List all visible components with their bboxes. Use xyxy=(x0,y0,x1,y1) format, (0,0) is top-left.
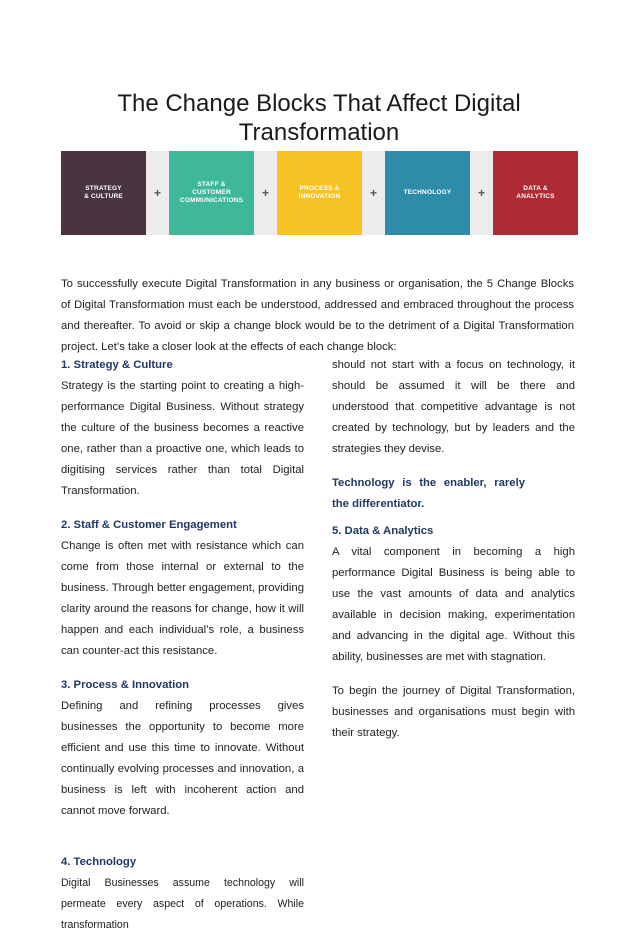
block-technology: TECHNOLOGY xyxy=(385,151,470,235)
plus-icon: + xyxy=(153,186,161,200)
left-column xyxy=(61,355,304,936)
section-heading-staff: 2. Staff & Customer Engagement xyxy=(61,519,237,531)
page-title: The Change Blocks That Affect Digital Transformation xyxy=(117,90,521,147)
section-body-technology-continued: should not start with a focus on technology, it should be assumed it will be there and understood that competitive advantage is not created by technology, but by leaders and the strategies they devise. xyxy=(332,359,575,455)
section-body-process: Defining and refining processes gives businesses the opportunity to become more efficient and use this time to innovate. Without continually evolving processes and innovation, a business is left with incoherent action and cannot move forward. xyxy=(61,700,304,817)
block-process-innovation: PROCESS & INNOVATION xyxy=(277,151,362,235)
section-body-data: A vital component in becoming a high performance Digital Business is being able to use the vast amounts of data and analytics available in decision making, experimentation and advancing in the digital age. Without this ability, businesses are met with stagnation. xyxy=(332,546,575,663)
plus-icon: + xyxy=(261,186,269,200)
intro-paragraph: To successfully execute Digital Transformation in any business or organisation, the 5 Change Blocks of Digital Transformation must each be understood, addressed and embraced throughout the process and thereafter. To avoid or skip a change block would be to the detriment of a Digital Transformation project. Let’s take a closer look at the effects of each change block: xyxy=(61,278,574,354)
technology-callout: Technology is the enabler, rarely the differentiator. xyxy=(332,477,525,510)
right-column xyxy=(332,355,575,744)
plus-icon: + xyxy=(477,186,485,200)
block-data-analytics: DATA & ANALYTICS xyxy=(493,151,578,235)
block-strategy-culture: STRATEGY & CULTURE xyxy=(61,151,146,235)
section-heading-strategy: 1. Strategy & Culture xyxy=(61,359,173,371)
plus-icon: + xyxy=(369,186,377,200)
section-heading-data: 5. Data & Analytics xyxy=(332,525,434,537)
section-heading-technology: 4. Technology xyxy=(61,856,137,868)
section-body-technology: Digital Businesses assume technology will permeate every aspect of operations. While transformation xyxy=(61,877,304,931)
section-body-staff: Change is often met with resistance which can come from those internal or external to the business. Through better engagement, providing clarity around the reasons for change, how it will happen and each individual’s role, a business can counter-act this resistance. xyxy=(61,540,304,657)
block-staff-customer: STAFF & CUSTOMER COMMUNICATIONS xyxy=(169,151,254,235)
closing-paragraph: To begin the journey of Digital Transformation, businesses and organisations must begin with their strategy. xyxy=(332,685,575,739)
change-blocks-banner xyxy=(61,151,578,235)
section-body-strategy: Strategy is the starting point to creating a high-performance Digital Business. Without strategy the culture of the business becomes a reactive one, rather than a proactive one, which leads to digitising services rather than total Digital Transformation. xyxy=(61,380,304,497)
section-heading-process: 3. Process & Innovation xyxy=(61,679,190,691)
